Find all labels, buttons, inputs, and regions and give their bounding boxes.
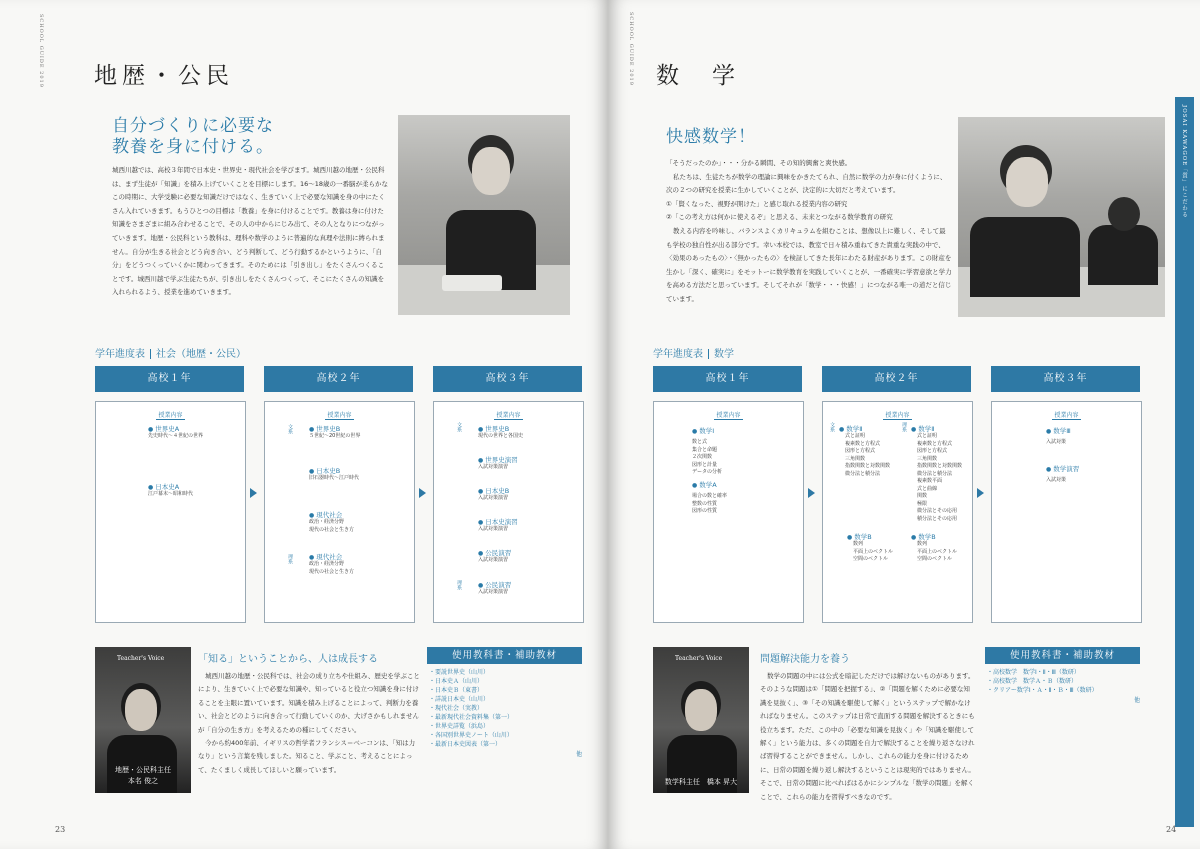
textbook-item: ・世界史詳覧（浜島） [429, 723, 490, 730]
year-3-box: 授業内容 ● 数学Ⅲ 入試対策 ● 数学演習 入試対策 [991, 401, 1142, 623]
textbook-item: ・最新日本史図表（第一） [429, 741, 502, 748]
running-header: SCHOOL GUIDE 2019 [628, 12, 634, 86]
textbook-item: ・詳説日本史（山川） [429, 696, 490, 703]
course-item: ● 数学Ⅰ 数と式 集合と命題 ２次関数 図形と計量 データの分析 [692, 426, 722, 477]
year-2-box: 授業内容 文系 ● 数学Ⅱ 式と証明 複素数と方程式 図形と方程式 三角関数 指数関数と対数関数 微分法と積分法 理系 ● 数学Ⅱ 式と証明 複素数と方程式 図形と方程式 三角関数 指数関数と対数関数 微分法と積分法 複素数平面 式と曲線 関数 極限 微分法とその応用 積分法とその応用 ● 数学B 数列 平面上のベクトル 空間のベクトル ● 数学B 数列 平面上のベクトル 空間のベクトル [822, 401, 973, 623]
textbook-item: ・高校数学 数学Ⅰ・Ⅱ・Ⅲ（数研） [987, 669, 1080, 676]
textbook-item: ・日本史Ｂ（東書） [429, 687, 484, 694]
page-number: 24 [1166, 825, 1177, 834]
course-item: ● 日本史B 旧石器時代～江戸時代 [309, 466, 359, 483]
arrow-icon [977, 488, 984, 498]
year-2-box: 授業内容 文系 ● 世界史B ５世紀～20世紀の世界 ● 日本史B 旧石器時代～江戸時代 ● 現代社会 政治・経済分野 現代の社会と生き方 理系 ● 現代社会 政治・経済分野 現代の社会と生き方 [264, 401, 415, 623]
schedule-title: 学年進度表 社会（地歴・公民） [95, 349, 246, 360]
course-item: ● 世界史A 先史時代～４世紀の世界 [148, 424, 203, 441]
textbook-item: ・最新現代社会資料集（第一） [429, 714, 514, 721]
course-item: ● 公民演習 入試対策演習 [478, 580, 511, 597]
course-item: ● 日本史A 江戸幕末～昭和時代 [148, 482, 193, 499]
right-page [608, 0, 1200, 849]
page-title: 数 学 [656, 63, 740, 89]
teacher-photo: Teacher's Voice 数学科主任 橋本 昇大 [653, 647, 749, 793]
page-number: 23 [55, 825, 66, 834]
student-photo [958, 117, 1165, 317]
year-1-box: 授業内容 ● 世界史A 先史時代～４世紀の世界 ● 日本史A 江戸幕末～昭和時代 [95, 401, 246, 623]
textbook-list [985, 668, 1140, 695]
textbook-item: ・クリアー数学Ⅰ・Ａ・Ⅱ・Ｂ・Ⅲ（数研） [987, 687, 1098, 694]
year-3-header: 高校３年 [433, 366, 582, 392]
course-item: ● 数学Ⅱ 式と証明 複素数と方程式 図形と方程式 三角関数 指数関数と対数関数 微分法と積分法 [839, 424, 890, 478]
course-item: ● 数学Ⅱ 式と証明 複素数と方程式 図形と方程式 三角関数 指数関数と対数関数 微分法と積分法 複素数平面 式と曲線 関数 極限 微分法とその応用 積分法とその応用 [911, 424, 962, 523]
arrow-icon [250, 488, 257, 498]
course-item: ● 数学B 数列 平面上のベクトル 空間のベクトル [911, 532, 957, 564]
course-item: ● 公民演習 入試対策演習 [478, 548, 511, 565]
textbook-item: ・日本史Ａ（山川） [429, 678, 484, 685]
course-item: ● 数学A 場合の数と確率 整数の性質 図形の性質 [692, 480, 727, 516]
voice-text: 城西川越の地歴・公民科では、社会の成り立ちや仕組み、歴史を学ぶことにより、生きていく上で必要な知識や、知っていると役立つ知識を身に付けることを主眼に置いています。知識を積み上げることによって、判断力を養い、社会とどのように向き合って行動していくのか、大げさかもしれませんが「自分の生き方」を考えるための種にしてください。 今から約400年前、イギリスの哲学者フランシス＝ベーコンは、「知は力なり」という言葉を残しました。知ること、学ぶこと、考えることによって、たくましく成長してほしいと願っています。 [198, 672, 420, 774]
catch-copy: 快感数学！ [666, 127, 756, 147]
arrow-icon [419, 488, 426, 498]
course-item: ● 現代社会 政治・経済分野 現代の社会と生き方 [309, 552, 354, 576]
textbook-item: ・高校数学 数学Ａ・Ｂ（数研） [987, 678, 1078, 685]
teacher-photo: Teacher's Voice 地歴・公民科主任 本名 俊之 [95, 647, 191, 793]
voice-title: 問題解決能力を養う [760, 654, 850, 665]
textbook-list [427, 668, 582, 749]
year-1-header: 高校１年 [653, 366, 802, 392]
course-item: ● 世界史演習 入試対策演習 [478, 455, 518, 472]
student-photo [398, 115, 570, 315]
course-item: ● 数学Ⅲ 入試対策 [1046, 426, 1071, 447]
school-tab: JOSAI KAWAGOE「質」にこだわる [1175, 97, 1194, 827]
course-item: ● 日本史演習 入試対策演習 [478, 517, 518, 534]
page-title: 地歴・公民 [94, 63, 234, 89]
textbook-panel: 使用教科書・補助教材 ・要説世界史（山川） ・日本史Ａ（山川） ・日本史Ｂ（東書） ・詳説日本史（山川） ・現代社会（実教） ・最新現代社会資料集（第一） ・世界史詳覧（浜島） ・各国別世界史ノート（山川） ・最新日本史図表（第一） 他 [427, 647, 582, 758]
textbook-item: ・各国別世界史ノート（山川） [429, 732, 513, 739]
textbook-item: ・要説世界史（山川） [429, 669, 490, 676]
arrow-icon [808, 488, 815, 498]
course-item: ● 日本史B 入試対策演習 [478, 486, 509, 503]
course-item: ● 現代社会 政治・経済分野 現代の社会と生き方 [309, 510, 354, 534]
voice-title: 「知る」ということから、人は成長する [198, 654, 378, 665]
course-item: ● 数学演習 入試対策 [1046, 464, 1079, 485]
catch-copy: 自分づくりに必要な 教養を身に付ける。 [112, 116, 274, 157]
intro-text: 城西川越では、高校３年間で日本史・世界史・現代社会を学びます。城西川越の地歴・公民科は、まず生徒が「知識」を積み上げていくことを目標にします。16～18歳の一番脳が柔らかなこの時期に、大学受験に必要な知識だけではなく、生きていく上で必要な知識を身の中にたくさん入れていきます。もうひとつの目標は「教養」を身に付けることです。教養は身に付けた知識をさまざまに組み合わせることで、その人の中からにじみ出て、その人となりにつながっていきます。地歴・公民科という教科は、理科や数学のように普遍的な真理や法則に縛られません。自分が生きる社会とどう向き合い、どう判断して、どう行動するかというように、「自分」をどうつくっていくかに関わってきます。そのためには「引き出し」をたくさんつくることです。城西川越で学ぶ生徒たちが、引き出しをたくさんつくって、そこにたくさんの知識を入れられるよう、授業を進めていきます。 [112, 166, 389, 297]
course-item: ● 世界史B 現代の世界と各国史 [478, 424, 523, 441]
textbook-panel: 使用教科書・補助教材 ・高校数学 数学Ⅰ・Ⅱ・Ⅲ（数研） ・高校数学 数学Ａ・Ｂ（数研） ・クリアー数学Ⅰ・Ａ・Ⅱ・Ｂ・Ⅲ（数研） 他 [985, 647, 1140, 704]
year-2-header: 高校２年 [822, 366, 971, 392]
course-item: ● 数学B 数列 平面上のベクトル 空間のベクトル [847, 532, 893, 564]
year-3-box: 授業内容 文系 ● 世界史B 現代の世界と各国史 ● 世界史演習 入試対策演習 ● 日本史B 入試対策演習 ● 日本史演習 入試対策演習 ● 公民演習 入試対策演習 理系 ● 公民演習 入試対策演習 [433, 401, 584, 623]
schedule-title: 学年進度表 数学 [653, 349, 734, 360]
intro-text: 「そうだったのか」・・・分かる瞬間、その知的興奮と爽快感。 私たちは、生徒たちが数学の理論に興味をかきたてられ、自然に数学の力が身に付くように、次の２つの研究を授業に生かしていくことが、決定的に大切だと考えています。 ①「賢くなった、視野が開けた」と感じ取れる授業内容の研究 ②「この考え方は何かに使えるぞ」と思える、未来とつながる数学教育の研究 教える内容を吟味し、バランスよくカリキュラムを組むことは、想像以上に難しく、そして最も学校の独自性が出る部分です。幸い本校では、教室で日々積み重ねてきた貴重な実践の中で、〈効果のあったもの〉・〈無かったもの〉を検証してきた長年にわたる財産があります。この財産を生かし「深く、確実に」をモットーに数学教育を実践していくことが、一番確実に学習意欲と学力を高める方法だと思っています。そしてそれが「数学・・・快感！」につながる唯一の道だと信じています。 [666, 159, 952, 303]
year-1-box: 授業内容 ● 数学Ⅰ 数と式 集合と命題 ２次関数 図形と計量 データの分析 ● 数学A 場合の数と確率 整数の性質 図形の性質 [653, 401, 804, 623]
year-1-header: 高校１年 [95, 366, 244, 392]
running-header: SCHOOL GUIDE 2019 [38, 14, 44, 88]
course-item: ● 世界史B ５世紀～20世紀の世界 [309, 424, 360, 441]
year-2-header: 高校２年 [264, 366, 413, 392]
year-3-header: 高校３年 [991, 366, 1140, 392]
voice-text: 数学の問題の中には公式を暗記しただけでは解けないものがあります。そのような問題は①「問題を把握する」、②「問題を解くために必要な知識を見抜く」、③「その知識を駆使して解く」というステップで解かなければなりません。このステップは日常で直面する問題を解決するときにも役立ちます。ただ、この中の「必要な知識を見抜く」や「知識を駆使して解く」という能力は、多くの問題を自力で解決することを繰り返さなければ習得することができません。しかし、これらの能力を身に付けるために、日常の問題を繰り返し解決するということは現実的ではありません。そこで、日常の問題に比べればはるかにシンプルな「数学の問題」を解くことで、これらの能力を習得すべきなのです。 [760, 672, 975, 801]
textbook-item: ・現代社会（実教） [429, 705, 484, 712]
